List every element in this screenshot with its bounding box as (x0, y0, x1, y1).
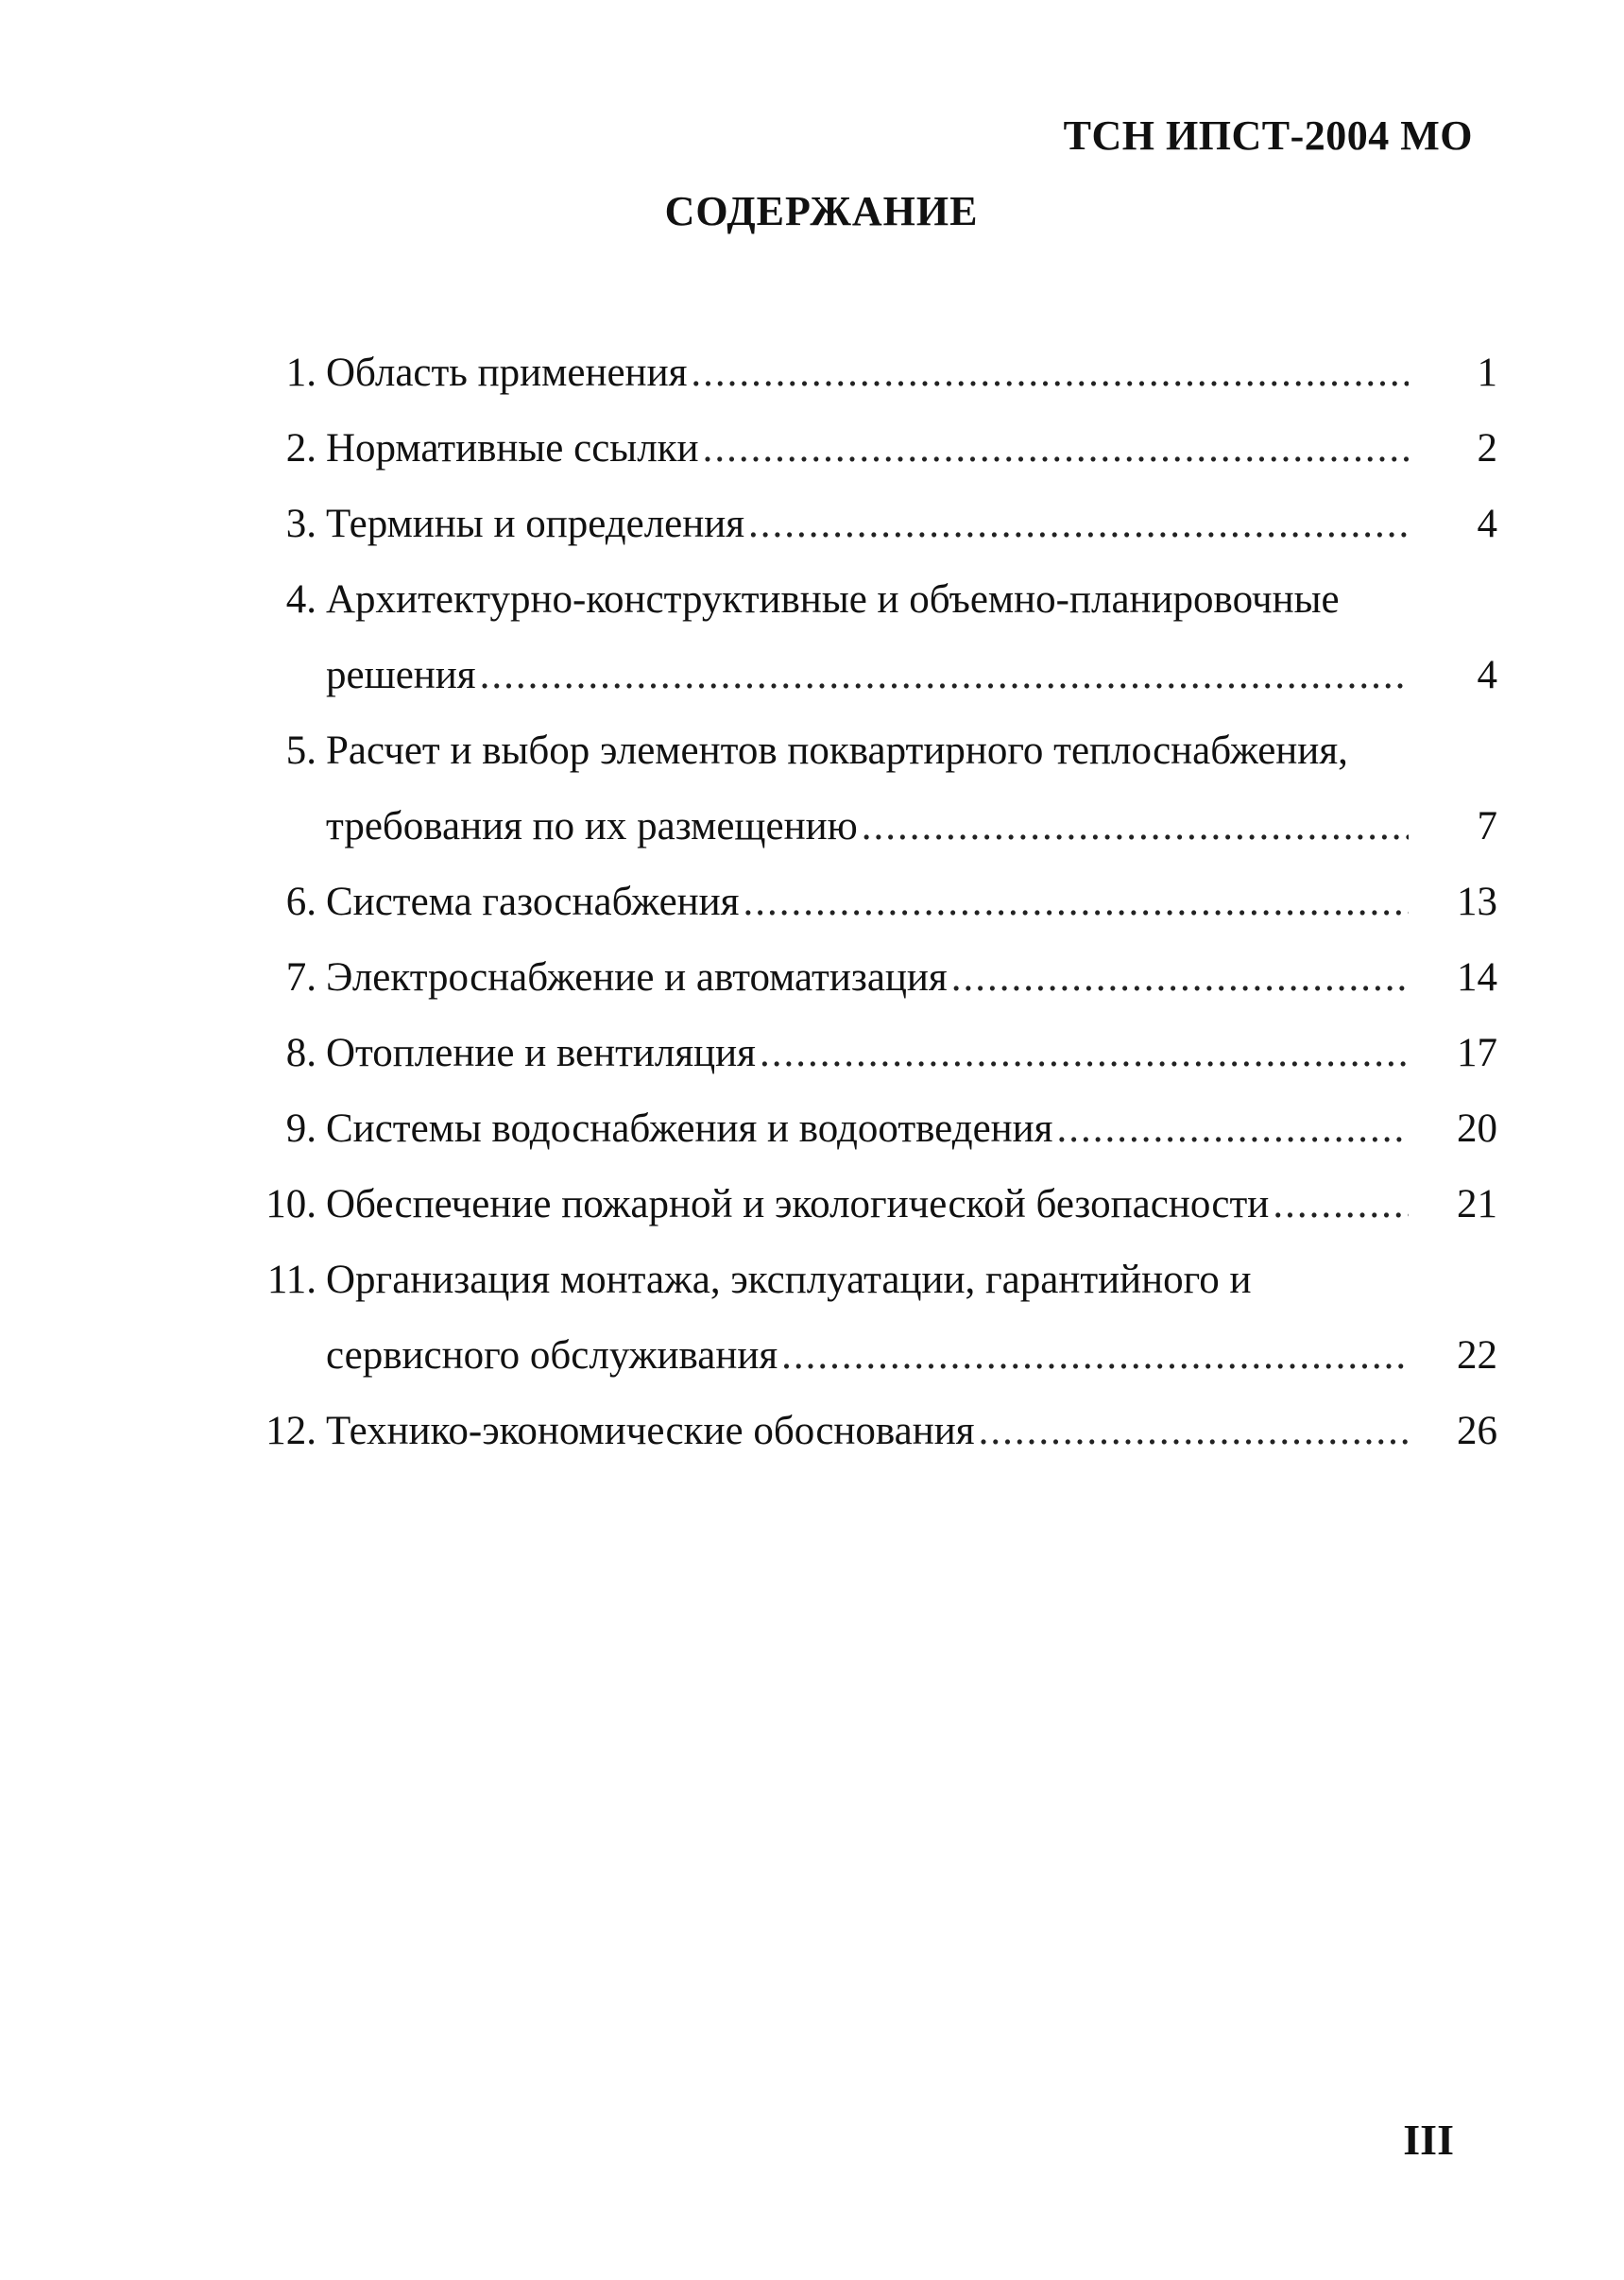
toc-entry-number: 2. (285, 426, 316, 471)
toc-entry-title: Нормативные ссылки (326, 426, 699, 471)
toc-entry-number: 10. (265, 1182, 316, 1226)
toc-entry-number: 9. (285, 1106, 316, 1151)
toc-entry-title: Системы водоснабжения и водоотведения (326, 1106, 1053, 1151)
toc-entry-title: Расчет и выбор элементов поквартирного теплоснабжения, (326, 729, 1348, 773)
toc-entry-page: 22 (1457, 1333, 1497, 1378)
toc-entry-title-continued: сервисного обслуживания (326, 1333, 778, 1378)
toc-leader-dots (748, 487, 1409, 562)
toc-entry-page: 2 (1477, 426, 1497, 471)
toc-leader-dots (480, 638, 1409, 713)
toc-entry-continuation (241, 789, 1497, 865)
toc-entry (241, 865, 1497, 940)
toc-entry-page: 20 (1457, 1106, 1497, 1151)
toc-entry-number: 5. (285, 729, 316, 773)
toc-entry-page: 7 (1477, 804, 1497, 849)
toc-entry-title: Обеспечение пожарной и экологической безопасности (326, 1182, 1270, 1226)
toc-entry-number: 4. (285, 577, 316, 622)
toc-entry-continuation (241, 1318, 1497, 1394)
toc-entry-page: 14 (1457, 955, 1497, 1000)
toc-entry (241, 487, 1497, 562)
toc-entry-title: Организация монтажа, эксплуатации, гарантийного и (326, 1258, 1252, 1302)
toc-entry-page: 26 (1457, 1409, 1497, 1453)
toc-entry (241, 335, 1497, 411)
toc-entry-page: 17 (1457, 1031, 1497, 1075)
toc-entry-page: 21 (1457, 1182, 1497, 1226)
toc-entry (241, 411, 1497, 487)
toc-entry-title: Технико-экономические обоснования (326, 1409, 975, 1453)
toc-leader-dots (979, 1394, 1409, 1469)
toc-leader-dots (1273, 1167, 1409, 1243)
toc-entry-title: Область применения (326, 351, 688, 395)
toc-entry-number: 8. (285, 1031, 316, 1075)
toc-leader-dots (781, 1318, 1409, 1394)
toc-entry-title: Система газоснабжения (326, 880, 740, 924)
toc-leader-dots (691, 335, 1409, 411)
toc-entry-title-continued: требования по их размещению (326, 804, 858, 849)
page-number: III (1403, 2116, 1454, 2164)
toc-leader-dots (1056, 1091, 1409, 1167)
toc-entry-page: 4 (1477, 502, 1497, 546)
toc-entry-page: 4 (1477, 653, 1497, 697)
toc-entry-number: 6. (285, 880, 316, 924)
toc-entry-title: Электроснабжение и автоматизация (326, 955, 948, 1000)
toc-entry-number: 11. (266, 1258, 316, 1302)
toc-entry-number: 1. (285, 351, 316, 395)
toc-entry-continuation (241, 638, 1497, 713)
toc-entry-page: 13 (1457, 880, 1497, 924)
toc-entry (241, 1243, 1497, 1318)
document-code: ТСН ИПСТ-2004 МО (1063, 112, 1473, 159)
toc-entry (241, 1394, 1497, 1469)
toc-entry (241, 1091, 1497, 1167)
toc-entry (241, 940, 1497, 1016)
toc-entry-title: Архитектурно-конструктивные и объемно-планировочные (326, 577, 1340, 622)
toc-entry-title: Термины и определения (326, 502, 745, 546)
toc-leader-dots (743, 865, 1409, 940)
toc-entry-number: 7. (285, 955, 316, 1000)
page-title: СОДЕРЖАНИЕ (664, 188, 979, 234)
toc-leader-dots (862, 789, 1409, 865)
toc-entry (241, 1016, 1497, 1091)
toc-entry-number: 12. (265, 1409, 316, 1453)
toc-entry (241, 713, 1497, 789)
toc-entry (241, 1167, 1497, 1243)
toc-entry-page: 1 (1477, 351, 1497, 395)
toc-leader-dots (951, 940, 1409, 1016)
table-of-contents (241, 335, 1497, 1469)
toc-leader-dots (703, 411, 1409, 487)
toc-entry-title-continued: решения (326, 653, 476, 697)
toc-entry-number: 3. (285, 502, 316, 546)
toc-leader-dots (760, 1016, 1409, 1091)
toc-entry-title: Отопление и вентиляция (326, 1031, 756, 1075)
toc-entry (241, 562, 1497, 638)
